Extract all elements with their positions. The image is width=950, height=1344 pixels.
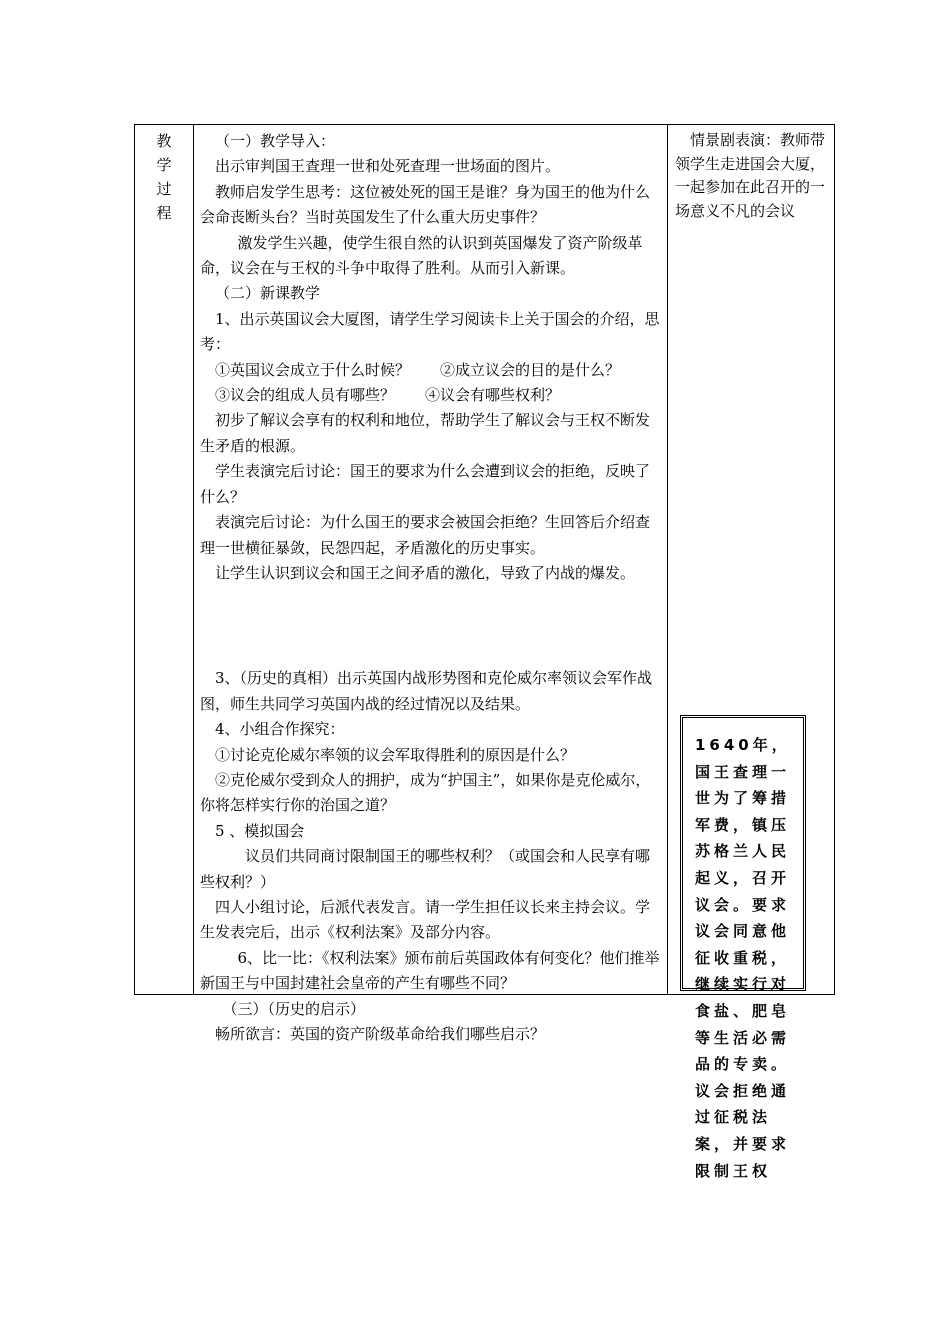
- paragraph: 学生表演完后讨论：国王的要求为什么会遭到议会的拒绝，反映了什么？: [200, 462, 651, 506]
- blank-space: [200, 586, 662, 666]
- paragraph: ②克伦威尔受到众人的拥护，成为“护国主”，如果你是克伦威尔，你将怎样实行你的治国之道？: [200, 770, 651, 815]
- paragraph: 表演完后讨论：为什么国王的要求会被国会拒绝？生回答后介绍查理一世横征暴敛，民怨四起，矛盾激化的历史事实。: [200, 513, 651, 557]
- paragraph: 议员们共同商讨限制国王的哪些权利？（或国会和人民享有哪些权利？）: [200, 847, 651, 891]
- lesson-table: [134, 124, 835, 1180]
- paragraph: ①英国议会成立于什么时候？ ②成立议会的目的是什么？: [215, 360, 621, 379]
- section-label-char: 程: [156, 204, 172, 222]
- paragraph: 4、小组合作探究：: [215, 720, 345, 739]
- paragraph: 初步了解议会享有的权利和地位，帮助学生了解议会与王权不断发生矛盾的根源。: [200, 411, 651, 455]
- paragraph: 四人小组讨论，后派代表发言。请一学生担任议长来主持会议。学生发表完后，出示《权利法案》及部分内容。: [200, 897, 651, 942]
- paragraph: 6、比一比：《权利法案》颁布前后英国政体有何变化？他们推举新国王与中国封建社会皇帝的产生有哪些不同？: [200, 948, 660, 993]
- paragraph: 教师启发学生思考：这位被处死的国王是谁？身为国王的他为什么会命丧断头台？当时英国发生了什么重大历史事件？: [200, 182, 651, 227]
- paragraph: 1、出示英国议会大厦图，请学生学习阅读卡上关于国会的介绍，思考：: [200, 309, 660, 354]
- paragraph: 让学生认识到议会和国王之间矛盾的激化，导致了内战的爆发。: [215, 563, 636, 582]
- paragraph: ③议会的组成人员有哪些？ ④议会有哪些权利？: [215, 386, 561, 405]
- side-note: [675, 129, 831, 223]
- column-divider: [193, 125, 194, 994]
- paragraph: （二）新课教学: [215, 284, 321, 303]
- paragraph: ①讨论克伦威尔率领的议会军取得胜利的原因是什么？: [215, 745, 576, 764]
- teaching-process-content: [200, 129, 662, 1047]
- section-label-char: 学: [156, 156, 172, 174]
- historical-background-text: 1640年，国王查理一世为了筹措军费，镇压苏格兰人民起义，召开议会。要求议会同意他征收重税，继续实行对食盐、肥皂等生活必需品的专卖。议会拒绝通过征税法案，并要求限制王权: [695, 736, 791, 1180]
- paragraph: 畅所欲言：英国的资产阶级革命给我们哪些启示？: [215, 1025, 546, 1043]
- paragraph: 5 、模拟国会: [215, 821, 305, 840]
- paragraph: 3、（历史的真相）出示英国内战形势图和克伦威尔率领议会军作战图，师生共同学习英国内战的经过情况以及结果。: [200, 669, 653, 713]
- column-divider: [667, 125, 668, 994]
- paragraph: 出示审判国王查理一世和处死查理一世场面的图片。: [215, 157, 561, 176]
- paragraph: 激发学生兴趣，使学生很自然的认识到英国爆发了资产阶级革命，议会在与王权的斗争中取得了胜利。从而引入新课。: [200, 233, 643, 278]
- historical-background-box: [680, 715, 806, 1180]
- section-label-char: 过: [156, 180, 172, 198]
- paragraph: （三）（历史的启示）: [222, 999, 366, 1018]
- side-note-text: 情景剧表演：教师带领学生走进国会大厦，一起参加在此召开的一场意义不凡的会议: [675, 131, 826, 220]
- section-label-char: 教: [156, 132, 172, 150]
- section-label: [135, 125, 193, 225]
- paragraph: （一）教学导入：: [215, 132, 336, 150]
